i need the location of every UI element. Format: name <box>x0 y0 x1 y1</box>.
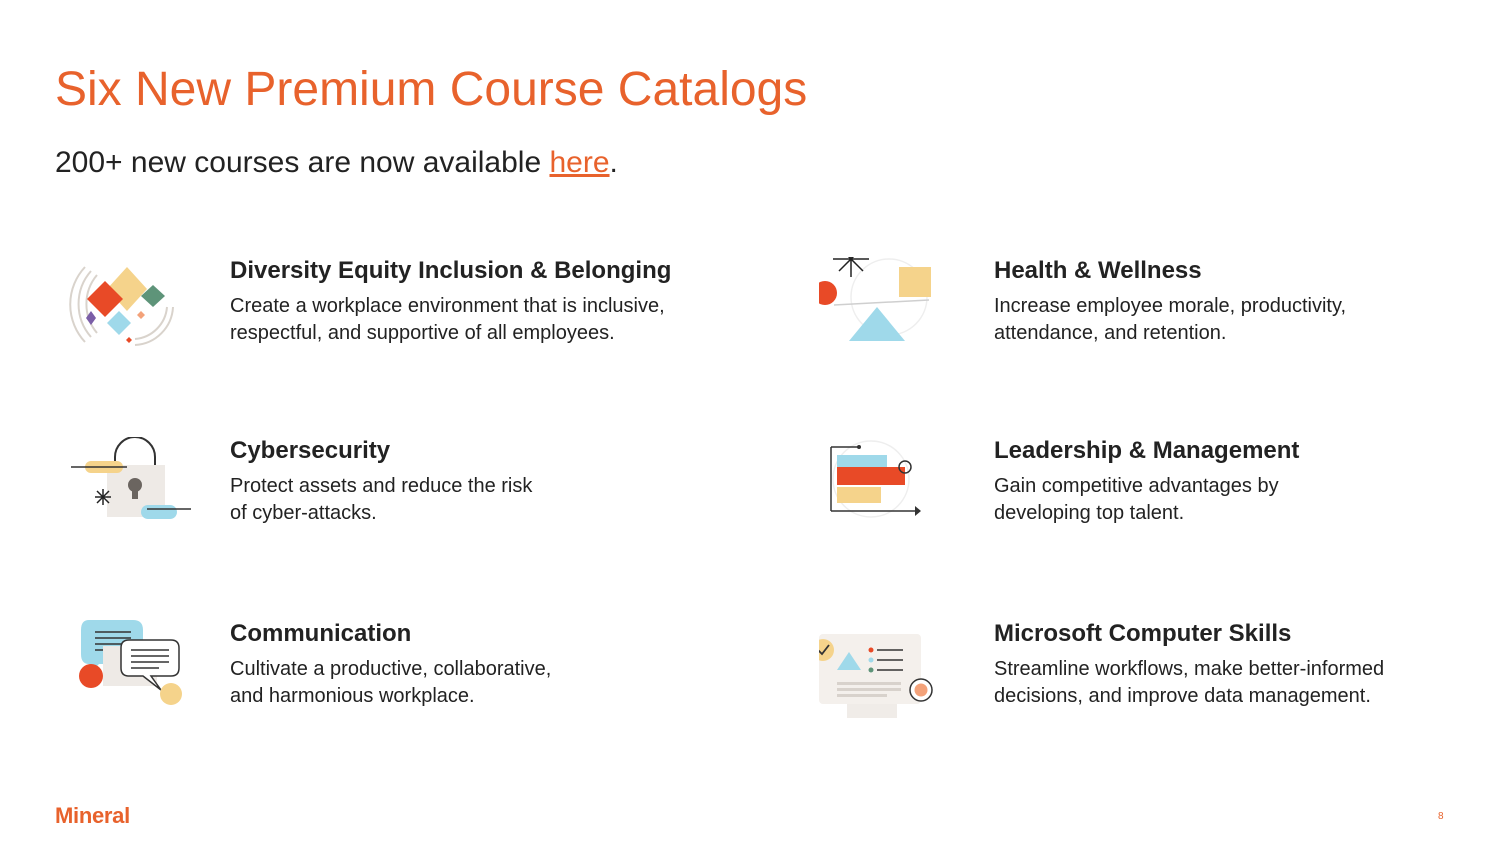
page-subtitle <box>55 146 618 180</box>
catalog-heading: Health & Wellness <box>994 257 1202 284</box>
mineral-logo: Mineral <box>55 803 130 828</box>
catalog-card-cybersecurity <box>55 437 755 567</box>
catalog-description <box>230 293 750 347</box>
catalog-description <box>230 473 750 527</box>
catalog-heading: Microsoft Computer Skills <box>994 620 1292 647</box>
catalog-heading: Leadership & Management <box>994 437 1300 464</box>
page-title: Six New Premium Course Catalogs <box>55 63 808 116</box>
description-line: Cultivate a productive, collaborative, <box>230 658 552 680</box>
description-line: Increase employee morale, productivity, <box>994 295 1347 317</box>
catalog-card-leadership <box>819 437 1500 567</box>
catalog-card-communication <box>55 620 755 750</box>
catalog-heading: Cybersecurity <box>230 437 391 464</box>
catalog-description <box>994 656 1500 710</box>
subtitle-period: . <box>609 146 618 179</box>
subtitle-text: 200+ new courses are now available <box>55 146 550 179</box>
catalog-description <box>994 473 1500 527</box>
description-line: decisions, and improve data management. <box>994 685 1371 707</box>
dei-diamonds-icon <box>55 257 195 367</box>
description-line: respectful, and supportive of all employees. <box>230 322 615 344</box>
catalog-card-microsoft <box>819 620 1500 750</box>
padlock-icon <box>55 437 195 547</box>
leadership-chart-icon <box>819 437 959 547</box>
description-line: and harmonious workplace. <box>230 685 475 707</box>
description-line: attendance, and retention. <box>994 322 1227 344</box>
description-line: Protect assets and reduce the risk <box>230 475 533 497</box>
catalog-card-dei <box>55 257 755 387</box>
description-line: Streamline workflows, make better-informed <box>994 658 1385 680</box>
catalog-description <box>994 293 1500 347</box>
catalog-heading: Communication <box>230 620 412 647</box>
catalog-card-health <box>819 257 1500 387</box>
description-line: of cyber-attacks. <box>230 502 377 524</box>
catalog-description <box>230 656 750 710</box>
catalog-heading: Diversity Equity Inclusion & Belonging <box>230 257 672 284</box>
description-line: Gain competitive advantages by <box>994 475 1279 497</box>
description-line: developing top talent. <box>994 502 1185 524</box>
chat-bubbles-icon <box>55 620 195 730</box>
computer-screen-icon <box>819 620 959 730</box>
health-shapes-icon <box>819 257 959 367</box>
page-number: 8 <box>1438 811 1444 822</box>
here-link[interactable]: here <box>549 146 610 179</box>
description-line: Create a workplace environment that is inclusive, <box>230 295 665 317</box>
